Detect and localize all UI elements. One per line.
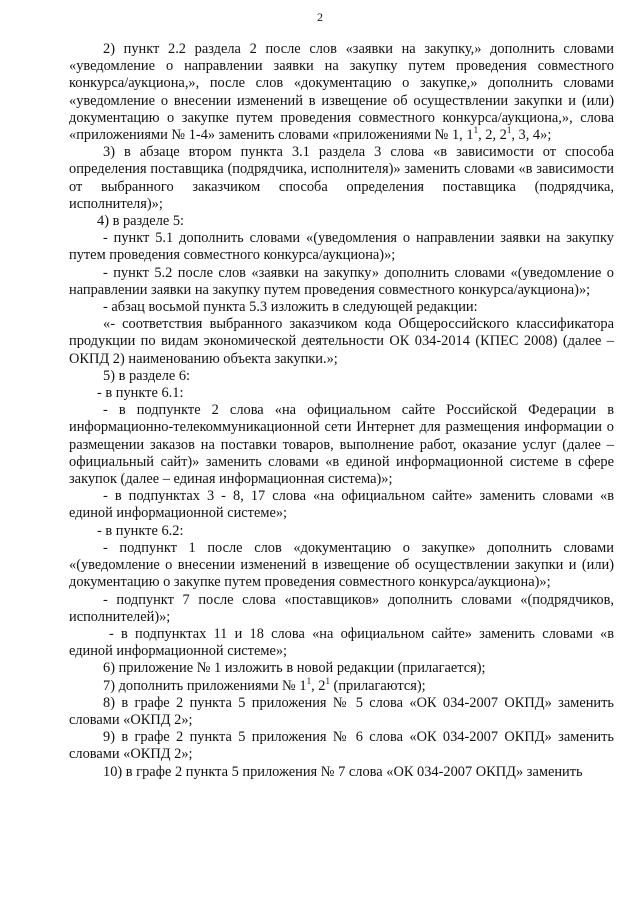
text-run: 2) пункт 2.2 раздела 2 после слов «заявки на закупку,» дополнить словами «уведомление о направлении заявки на закупку путем проведения совместного конкурса/аукциона,», после слов «документацию о закупке,» дополнить словами «уведомление о внесении изменений в извещение об осуществлении закупки и (или) документацию о закупке путем проведения совместного конкурса/аукциона,», слова «приложениями № 1-4» заменить словами «приложениями № 1, 1 <box>69 41 614 144</box>
paragraph-p7 <box>69 316 614 368</box>
paragraph-p8 <box>69 368 614 385</box>
text-run: , 2, 2 <box>478 127 507 144</box>
paragraph-p19 <box>69 729 614 763</box>
paragraph-p10 <box>69 402 614 488</box>
paragraph-p11 <box>69 488 614 522</box>
paragraph-p17 <box>69 675 614 695</box>
page-number: 2 <box>317 10 323 24</box>
text-run: - подпункт 7 после слова «поставщиков» дополнить словами «(подрядчиков, исполнителей)»; <box>69 591 614 625</box>
text-run: - в пункте 6.2: <box>97 522 184 539</box>
paragraph-p1 <box>69 41 614 144</box>
paragraph-p6 <box>69 299 614 316</box>
text-run: 4) в разделе 5: <box>97 213 185 230</box>
text-run: 10) в графе 2 пункта 5 приложения № 7 слова «ОК 034-2007 ОКПД» заменить <box>103 763 583 780</box>
text-run: - абзац восьмой пункта 5.3 изложить в следующей редакции: <box>103 299 478 316</box>
text-run: «- соответствия выбранного заказчиком кода Общероссийского классификатора продукции по видам экономической деятельности ОК 034-2014 (КПЕС 2008) (далее – ОКПД 2) наименованию объекта закупки.»; <box>69 316 614 367</box>
paragraph-p2 <box>69 144 614 213</box>
text-run: 9) в графе 2 пункта 5 приложения № 6 слова «ОК 034-2007 ОКПД» заменить словами «ОКПД 2»; <box>69 729 614 763</box>
text-run: - подпункт 1 после слов «документацию о закупке» дополнить словами «(уведомление о внесении изменений в извещение об осуществлении закупки и (или) документацию о закупке путем проведения совместного конкурса/аукциона)»; <box>69 539 614 591</box>
document-body <box>69 41 614 781</box>
superscript: 1 <box>473 125 479 136</box>
text-run: - пункт 5.2 после слов «заявки на закупку» дополнить словами «(уведомление о направлении заявки на закупку путем проведения совместного конкурса/аукциона)»; <box>69 264 614 298</box>
text-run: - в подпунктах 11 и 18 слова «на официальном сайте» заменить словами «в единой информационной системе»; <box>69 625 614 660</box>
text-run: , 3, 4»; <box>511 127 552 144</box>
paragraph-p15 <box>69 626 614 660</box>
paragraph-p4 <box>69 230 614 264</box>
superscript: 1 <box>325 675 330 686</box>
paragraph-p5 <box>69 265 614 299</box>
text-run: 6) приложение № 1 изложить в новой редакции (прилагается); <box>103 660 486 677</box>
paragraph-p13 <box>69 540 614 592</box>
paragraph-p20 <box>69 764 614 781</box>
text-run: , 2 <box>311 677 326 694</box>
text-run: 8) в графе 2 пункта 5 приложения № 5 слова «ОК 034-2007 ОКПД» заменить словами «ОКПД 2»; <box>69 694 614 728</box>
superscript: 1 <box>306 675 312 686</box>
text-run: - в подпункте 2 слова «на официальном сайте Российской Федерации в информационно-телекоммуникационной сети Интернет для размещения информации о размещении заказов на поставки товаров, выполнение работ, оказание услуг (далее – официальный сайт)» заменить словами «в единой информационной системе в сфере закупок (далее – единая информационная система)»; <box>69 402 614 488</box>
text-run: - в подпунктах 3 - 8, 17 слова «на официальном сайте» заменить словами «в единой информационной системе»; <box>69 488 614 522</box>
paragraph-p14 <box>69 592 614 626</box>
text-run: - пункт 5.1 дополнить словами «(уведомления о направлении заявки на закупку путем проведения совместного конкурса/аукциона)»; <box>69 230 614 264</box>
superscript: 1 <box>506 125 512 136</box>
paragraph-p18 <box>69 695 614 729</box>
text-run: 7) дополнить приложениями № 1 <box>103 677 307 694</box>
paragraph-p16 <box>69 660 614 677</box>
text-run: (прилагаются); <box>329 677 426 694</box>
text-run: 3) в абзаце втором пункта 3.1 раздела 3 слова «в зависимости от способа определения поставщика (подрядчика, исполнителя)» заменить словами «в зависимости от выбранного заказчиком способа определения поставщика (подрядчика, исполнителя)»; <box>69 144 614 212</box>
text-run: 5) в разделе 6: <box>103 367 191 384</box>
text-run: - в пункте 6.1: <box>97 385 184 402</box>
paragraph-p3 <box>69 213 614 230</box>
paragraph-p12 <box>69 523 614 540</box>
paragraph-p9 <box>69 385 614 402</box>
